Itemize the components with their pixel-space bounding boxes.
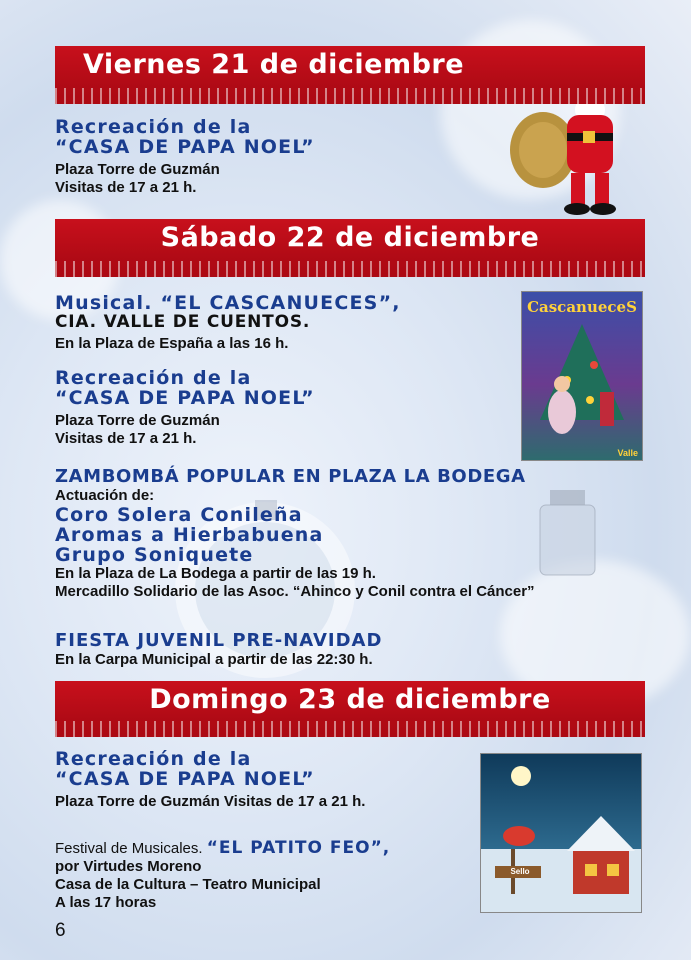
day-banner-title: Domingo 23 de diciembre [149, 684, 551, 715]
event-title: “CASA DE PAPA NOEL” [55, 136, 315, 158]
event-place: En la Carpa Municipal a partir de las 22:30 h. [55, 651, 373, 668]
event-line [55, 839, 390, 858]
event-fiesta-juvenil [55, 631, 382, 669]
day-banner-sabado [55, 219, 645, 277]
poster-sign: Sello [510, 867, 530, 876]
event-zambomba [55, 467, 535, 601]
snowflake-pattern [55, 721, 645, 737]
event-venue: Casa de la Cultura – Teatro Municipal [55, 876, 321, 893]
event-title: “EL PATITO FEO”, [206, 838, 391, 858]
event-title: Musical. “EL CASCANUECES”, [55, 292, 401, 314]
group-name: Grupo Soniquete [55, 544, 254, 566]
event-casa-papa-noel-3 [55, 749, 365, 811]
event-company: CIA. VALLE DE CUENTOS. [55, 312, 311, 332]
event-title: FIESTA JUVENIL PRE-NAVIDAD [55, 630, 383, 651]
cascanueces-poster [521, 291, 643, 461]
day-banner-title: Sábado 22 de diciembre [160, 222, 540, 253]
snowflake-pattern [55, 88, 645, 104]
poster-footer: Valle [617, 448, 638, 458]
group-name: Coro Solera Conileña [55, 504, 303, 526]
winter-house-poster [480, 753, 642, 913]
day-banner-viernes [55, 46, 645, 104]
event-place-time: Plaza Torre de Guzmán Visitas de 17 a 21 h. [55, 793, 366, 810]
event-intro: Actuación de: [55, 487, 155, 504]
christmas-tree-illustration [532, 320, 632, 440]
event-time: Visitas de 17 a 21 h. [55, 179, 197, 196]
page-number: 6 [55, 920, 66, 941]
snowflake-pattern [55, 261, 645, 277]
event-title: Recreación de la [55, 748, 252, 770]
event-title: ZAMBOMBÁ POPULAR EN PLAZA LA BODEGA [55, 466, 526, 487]
event-patito-feo [55, 839, 390, 912]
event-place: Plaza Torre de Guzmán [55, 412, 220, 429]
day-banner-title: Viernes 21 de diciembre [83, 49, 465, 80]
poster-title: CascanueceS [527, 298, 637, 316]
event-casa-papa-noel-2 [55, 368, 315, 448]
event-title: Recreación de la [55, 367, 252, 389]
day-banner-domingo [55, 681, 645, 737]
winter-house-illustration [481, 754, 641, 912]
event-cascanueces [55, 293, 401, 353]
event-title: Recreación de la [55, 116, 252, 138]
event-title: “CASA DE PAPA NOEL” [55, 768, 315, 790]
event-place: En la Plaza de España a las 16 h. [55, 335, 289, 352]
event-by: por Virtudes Moreno [55, 858, 202, 875]
event-title: “CASA DE PAPA NOEL” [55, 387, 315, 409]
event-time: A las 17 horas [55, 894, 157, 911]
event-extra: Mercadillo Solidario de las Asoc. “Ahinco y Conil contra el Cáncer” [55, 583, 535, 600]
event-time: Visitas de 17 a 21 h. [55, 430, 197, 447]
event-place: Plaza Torre de Guzmán [55, 161, 220, 178]
event-place: En la Plaza de La Bodega a partir de las 19 h. [55, 565, 376, 582]
event-prefix: Festival de Musicales. [55, 840, 203, 857]
event-casa-papa-noel-1 [55, 117, 315, 197]
group-name: Aromas a Hierbabuena [55, 524, 324, 546]
